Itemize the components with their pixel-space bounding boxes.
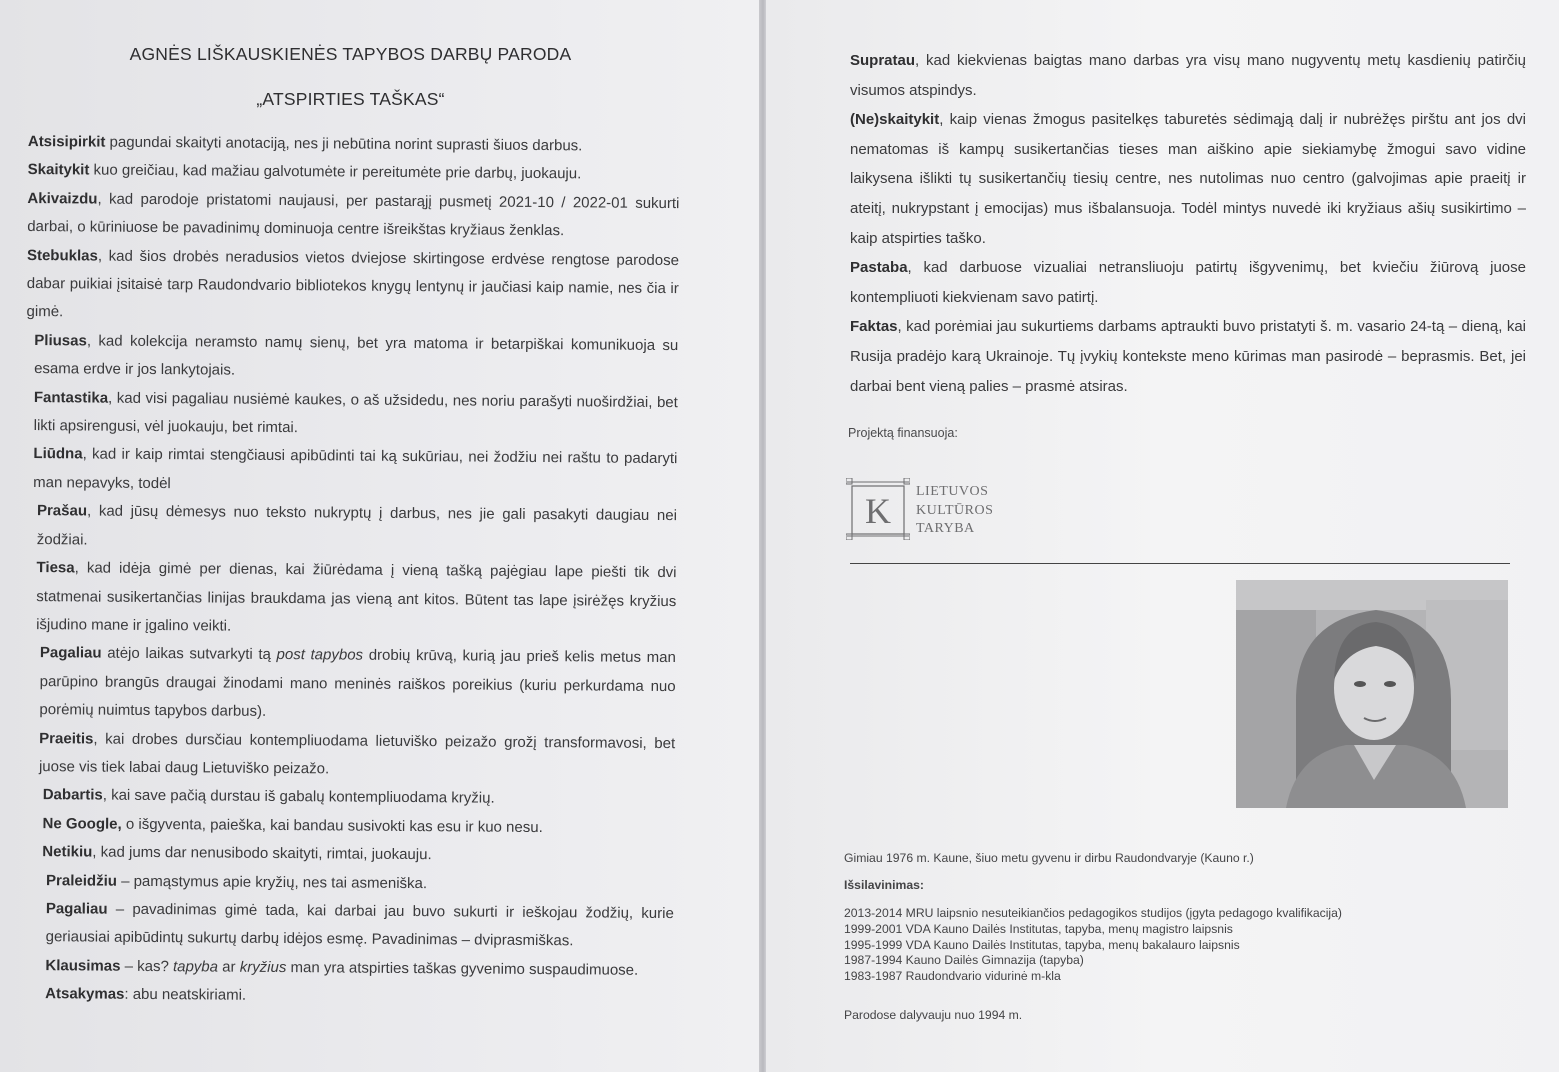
left-page (0, 0, 762, 1072)
keyword: Pliusas (34, 331, 87, 350)
keyword: Pagaliau (45, 900, 108, 918)
exhibition-title: AGNĖS LIŠKAUSKIENĖS TAPYBOS DARBŲ PARODA (129, 44, 572, 64)
lithuanian-council-for-culture-logo (846, 478, 1016, 540)
right-page (766, 0, 1559, 1072)
exhibition-subtitle: „ATSPIRTIES TAŠKAS“ (256, 89, 445, 109)
italic-term: post tapybos (276, 646, 364, 664)
paragraph-text: – kas? (120, 957, 174, 975)
portrait-image (1236, 580, 1508, 808)
paragraph (26, 242, 679, 332)
keyword: Praleidžiu (46, 871, 118, 890)
paragraph (850, 312, 1526, 401)
italic-term: kryžius (239, 958, 287, 976)
logo-line: KULTŪROS (916, 502, 994, 518)
keyword: Supratau (850, 52, 916, 69)
paragraph (25, 440, 677, 502)
paragraph-text: – pamąstymus apie kryžių, nes tai asmeniška. (116, 872, 428, 892)
keyword: (Ne)skaitykit (850, 111, 940, 129)
keyword: Akivaizdu (27, 189, 98, 208)
paragraph-text: , kad ir kaip rimtai stengčiausi apibūdinti tai ką sukūriau, nei žodžiu nei raštu to padaryti man nepavyks, todėl (33, 445, 678, 493)
keyword: Pagaliau (39, 644, 102, 662)
paragraph-text: , kad idėja gimė per dienas, kai žiūrėdama į vieną tašką pajėgiau lape piešti tik dvi statmenai susikertančias linijas braukdama jas vieną ant kitos. Būtent tas lape įsirėžęs kryžius išjudino mane ir įgalino veikti. (36, 559, 677, 635)
education-item: 1987-1994 Kauno Dailės Gimnazija (tapyba) (844, 953, 1084, 968)
paragraph-text: kuo greičiau, kad mažiau galvotumėte ir pereitumėte prie darbų, juokauju. (89, 161, 582, 183)
paragraph (24, 554, 677, 644)
paragraph-text: atėjo laikas sutvarkyti tą (101, 644, 277, 664)
paragraph-text: , kaip vienas žmogus pasitelkęs taburetės sėdimąją dalį ir nubrėžęs pirštu ant jos dvi nematomas iš kampų susikertančias tieses man aiškino apie siekiamybę žmogui savo vidine laikysena išlikti tų susikertančių tiesių centre, nes nutolimas nuo centro (galvojimas apie praeitį ir ateitį, nukrypstant į emocijas) mus išbalansuoja. Todėl mintys nuvedė iki kryžiaus ašių susikirtimo – kaip atspirties taško. (850, 111, 1526, 247)
paragraph-text: , kad porėmiai jau sukurtiems darbams aptraukti buvo pristatyti š. m. vasario 24-tą – dieną, kai Rusija pradėjo karą Ukrainoje. Tų įvykių kontekste meno kūrimas man pasirodė – beprasmis. Bet, jei darbai bent vieną palies – prasmė atsiras. (850, 318, 1526, 395)
paragraph-text: , kad jūsų dėmesys nuo teksto nukryptų į darbus, nes jie gali pasakyti daugiau nei žodžiai. (36, 502, 678, 549)
paragraph (26, 384, 678, 446)
paragraph-text: , kad visi pagaliau nusiėmė kaukes, o aš užsidedu, nes noriu parašyti nuoširdžiai, bet likti apsirengusi, vėl juokauju, bet rimtai. (33, 389, 678, 437)
education-heading: Išsilavinimas: (844, 878, 924, 892)
logo-letter: K (865, 491, 891, 531)
keyword: Dabartis (42, 786, 103, 804)
keyword: Klausimas (45, 956, 121, 975)
keyword: Tiesa (36, 559, 75, 577)
education-list (844, 906, 1342, 985)
paragraph-text: man yra atspirties taškas gyvenimo suspaudimuose. (286, 958, 639, 979)
logo-line: LIETUVOS (916, 484, 989, 499)
exhibitions-since: Parodose dalyvauju nuo 1994 m. (844, 1008, 1023, 1022)
education-item: 1999-2001 VDA Kauno Dailės Institutas, tapyba, menų magistro laipsnis (844, 921, 1233, 936)
italic-term: tapyba (172, 957, 219, 976)
keyword: Netikiu (42, 843, 93, 861)
paragraph-text: , kai drobes dursčiau kontempliuodama lietuviško peizažo grožį transformavosi, bet juose vis tiek labai daug Lietuviško peizažo. (38, 730, 676, 778)
keyword: Liūdna (33, 445, 83, 463)
annotation-text (21, 128, 680, 1014)
paragraph-text: , kad darbuose vizualiai netransliuoju patirtų išgyvenimų, bet kviečiu žiūrovą juose kontempliuoti kiekvienam savo patirtį. (850, 259, 1526, 306)
paragraph-text: : abu neatskiriami. (124, 985, 247, 1004)
keyword: Atsakymas (45, 985, 125, 1003)
keyword: Stebuklas (26, 246, 98, 265)
paragraph-text: pagundai skaityti anotaciją, nes ji nebūtina norint suprasti šiuos darbus. (105, 133, 583, 155)
paragraph (850, 46, 1526, 105)
paragraph-text: , kad kolekcija neramsto namų sienų, bet yra matoma ir betarpiškai komunikuoja su esama erdve ir jos lankytojais. (34, 332, 679, 379)
keyword: Faktas (850, 318, 898, 336)
keyword: Prašau (36, 502, 88, 520)
logo-wordmark (916, 483, 993, 539)
paragraph (22, 838, 674, 872)
keyword: Atsisipirkit (27, 132, 106, 151)
keyword: Skaitykit (27, 161, 90, 179)
paragraph-text: o išgyventa, paieška, kai bandau susivokti kas esu ir kuo nesu. (121, 815, 543, 836)
paragraph-text: drobių krūvą, kurią jau prieš kelis metus man parūpino brangūs draugai žinodami mano meninės raiškos poreikius (kuriu perkurdama nuo porėmių nuimtus tapybos darbus). (39, 646, 676, 721)
paragraph-text: , kad šios drobės neradusios vietos dviejose skirtingose erdvėse rengtose parodose dabar puikiai įsitaisė tarp Raudondvario bibliotekos knygų lentynų ir jaučiasi kaip namie, nes čia ir gimė. (26, 247, 680, 321)
funded-by-label: Projektą finansuoja: (848, 426, 958, 440)
paragraph (850, 253, 1526, 312)
paragraph (27, 185, 679, 247)
keyword: Pastaba (850, 259, 908, 277)
k-emblem-icon (846, 478, 910, 540)
keyword: Ne Google, (42, 814, 122, 833)
paragraph-text: , kad kiekvienas baigtas mano darbas yra visų mano nugyventų metų kasdienių patirčių visumos atspindys. (850, 52, 1526, 99)
divider (850, 563, 1510, 564)
paragraph (23, 639, 676, 729)
artist-birth-info: Gimiau 1976 m. Kaune, šiuo metu gyvenu ir dirbu Raudondvaryje (Kauno r.) (844, 851, 1254, 865)
education-item: 1983-1987 Raudondvario vidurinė m-kla (844, 969, 1061, 984)
paragraph (850, 105, 1526, 253)
paragraph-text: ar (217, 958, 240, 976)
paragraph (23, 725, 675, 787)
logo-line: TARYBA (916, 521, 975, 536)
keyword: Fantastika (33, 388, 109, 407)
paragraph-text: – pavadinimas gimė tada, kai darbai jau buvo sukurti ir ieškojau žodžių, kurie geriausiai apibūdintų sukurtų darbų idėjos esmę. Pavadinimas – dviprasmiškas. (45, 900, 674, 950)
paragraph-text: , kad jums dar nenusibodo skaityti, rimtai, juokauju. (92, 843, 432, 864)
paragraph (26, 327, 678, 389)
artist-portrait-photo (1236, 580, 1508, 808)
annotation-continued (850, 46, 1526, 401)
paragraph-text: , kai save pačią durstau iš gabalų kontempliuodama kryžių. (102, 786, 495, 808)
keyword: Praeitis (39, 729, 94, 748)
paragraph (22, 895, 674, 957)
education-item: 2013-2014 MRU laipsnio nesuteikiančios pedagogikos studijos (įgyta pedagogo kvalifikacija) (844, 906, 1342, 920)
education-item: 1995-1999 VDA Kauno Dailės Institutas, tapyba, menų bakalauro laipsnis (844, 937, 1240, 952)
paragraph-text: , kad parodoje pristatomi naujausi, per pastarąjį pusmetį 2021-10 / 2022-01 sukurti darbai, o kūriniuose be pavadinimų dominuoja centre išreikštas kryžiaus ženklas. (27, 190, 680, 240)
paragraph (25, 497, 677, 559)
paragraph (21, 980, 673, 1014)
